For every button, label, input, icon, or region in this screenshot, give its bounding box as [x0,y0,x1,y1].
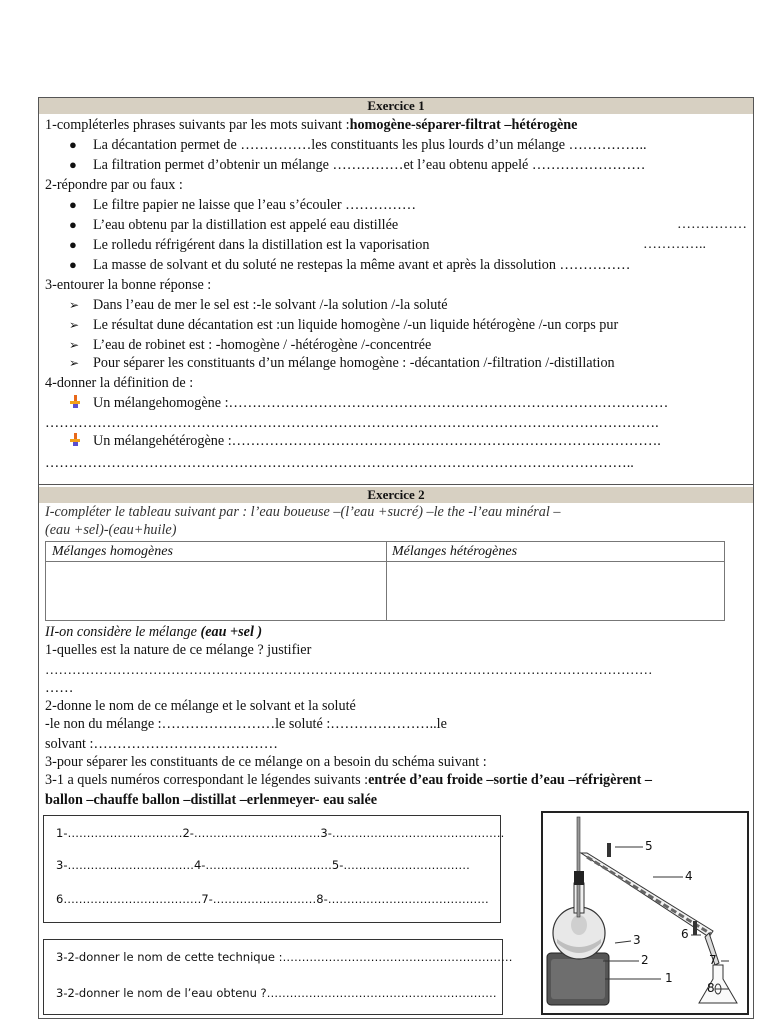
ex2-question-3-1 [45,771,652,789]
ex1-q1-prefix: 1-compléterles phrases suivants par les mots suivant : [45,117,350,133]
ex1-q3-item-3: L’eau de robinet est : -homogène / -hétérogène /-concentrée [93,337,432,353]
ex2-question-2: 2-donne le nom de ce mélange et le solvant et la soluté [45,698,356,714]
cell-heterogenes[interactable] [388,563,723,619]
ex2-question-1: 1-quelles est la nature de ce mélange ? justifier [45,642,312,658]
pointing-hand-icon [69,433,81,447]
worksheet [38,97,754,1019]
ex1-q2-item-1: Le filtre papier ne laisse que l’eau s’écouler …………… [93,197,417,213]
diagram-label-7: 7 [709,953,717,967]
ex2-q32-water: 3-2-donner le nom de l’eau obtenu ?…………………………………………………… [56,986,497,1000]
ex2-part-ii-prefix: II-on considère le mélange [45,624,197,640]
ex1-q2-item-2: L’eau obtenu par la distillation est appelé eau distillée [93,217,399,233]
pointing-hand-icon [69,395,81,409]
answer-row-2: 3-……………………………4-……………………………5-…………………………… [56,858,470,872]
ex2-q1-answer-line-1: ……………………………………………………………………………………………………………………… [45,662,653,677]
diagram-label-1: 1 [665,971,673,985]
diagram-label-4: 4 [685,869,693,883]
answer-row-1: 1-…………………………2-……………………………3-……………………………………… [56,826,505,840]
ex1-q1-item-2: La filtration permet d’obtenir un mélange ……………et l’eau obtenu appelé …………………… [93,157,646,173]
ex2-q31-prefix: 3-1 a quels numéros correspondant le légendes suivants : [45,772,369,788]
ex2-q31-legends-1: entrée d’eau froide –sortie d’eau –réfrigèrent – [368,772,653,788]
exercise-1-title: Exercice 1 [367,98,425,113]
diagram-label-5: 5 [645,839,653,853]
ex2-q2-line-1: -le non du mélange :……………………le soluté :…………………..le [45,716,447,732]
exercise-2-title: Exercice 2 [367,487,425,502]
table-column-divider [386,542,387,620]
diagram-label-8: 8 [707,981,715,995]
ex2-q32-technique: 3-2-donner le nom de cette technique :…………………………………………………… [56,950,513,964]
ex1-question-2: 2-répondre par ou faux : [45,177,183,193]
arrow-bullet-icon: ➢ [69,338,80,352]
section-divider [39,484,753,485]
ex2-q1-answer-line-2: …… [45,680,74,696]
bullet-icon: ● [69,237,77,252]
ex2-part-ii [45,623,262,641]
bullet-icon: ● [69,257,77,272]
ex1-q4-line-1: …………………………………………………………………………………………………………………. [45,415,659,431]
cell-homogenes[interactable] [47,563,385,619]
distillation-diagram [541,811,749,1015]
ex1-q1-item-1: La décantation permet de ……………les constituants les plus lourds d’un mélange …………….. [93,137,647,153]
ex1-question-3: 3-entourer la bonne réponse : [45,277,212,293]
diagram-label-6: 6 [681,927,689,941]
technique-answer-box [43,939,513,1015]
ex1-q2-item-2-dots: …………… [677,217,747,232]
ex1-q2-item-3-dots: ………….. [643,237,706,252]
ex1-q4-item-1: Un mélangehomogène :………………………………………………………………………………… [93,395,669,411]
bullet-icon: ● [69,217,77,232]
ex1-q3-item-1: Dans l’eau de mer le sel est :-le solvant /-la solution /-la soluté [93,297,448,313]
arrow-bullet-icon: ➢ [69,356,80,370]
bullet-icon: ● [69,137,77,152]
exercise-1-header [39,98,753,114]
arrow-bullet-icon: ➢ [69,318,80,332]
bullet-icon: ● [69,197,77,212]
ex1-q2-item-3: Le rolledu réfrigérent dans la distillation est la vaporisation [93,237,430,253]
ex1-q4-line-2: …………………………………………………………………………………………………………….. [45,455,634,471]
legend-answer-box [43,815,505,923]
answer-row-3: 6………………………………7-………………………8-…………………………………… [56,892,489,906]
ex1-q1-words: homogène-séparer-filtrat –hétérogène [349,117,578,133]
ex1-q3-item-4: Pour séparer les constituants d’un mélange homogène : -décantation /-filtration /-distillation [93,355,615,371]
arrow-bullet-icon: ➢ [69,298,80,312]
exercise-2-header [39,487,753,503]
ex1-question-1 [45,116,577,134]
ex1-q2-item-4: La masse de solvant et du soluté ne restepas la même avant et après la dissolution …………… [93,257,631,273]
diagram-label-2: 2 [641,953,649,967]
ex2-q2-line-2: solvant :………………………………… [45,736,278,752]
ex2-question-3: 3-pour séparer les constituants de ce mélange on a besoin du schéma suivant : [45,754,487,770]
mixtures-table [45,541,725,621]
ex2-part-i-line-1: I-compléter le tableau suivant par : l’eau boueuse –(l’eau +sucré) –le the -l’eau minéral – [45,504,561,520]
ex1-q4-item-2: Un mélangehétérogène :………………………………………………………………………………. [93,433,661,449]
bullet-icon: ● [69,157,77,172]
ex1-q3-item-2: Le résultat dune décantation est :un liquide homogène /-un liquide hétérogène /-un corps pur [93,317,619,333]
ex2-part-ii-mixture: (eau +sel ) [200,624,263,640]
ex1-question-4: 4-donner la définition de : [45,375,194,391]
ex2-part-i-line-2: (eau +sel)-(eau+huile) [45,522,177,538]
diagram-label-3: 3 [633,933,641,947]
col-header-heterogenes: Mélanges hétérogènes [386,542,724,562]
ex2-q31-legends-2: ballon –chauffe ballon –distillat –erlenmeyer- eau salée [45,792,378,808]
col-header-homogenes: Mélanges homogènes [46,542,386,562]
